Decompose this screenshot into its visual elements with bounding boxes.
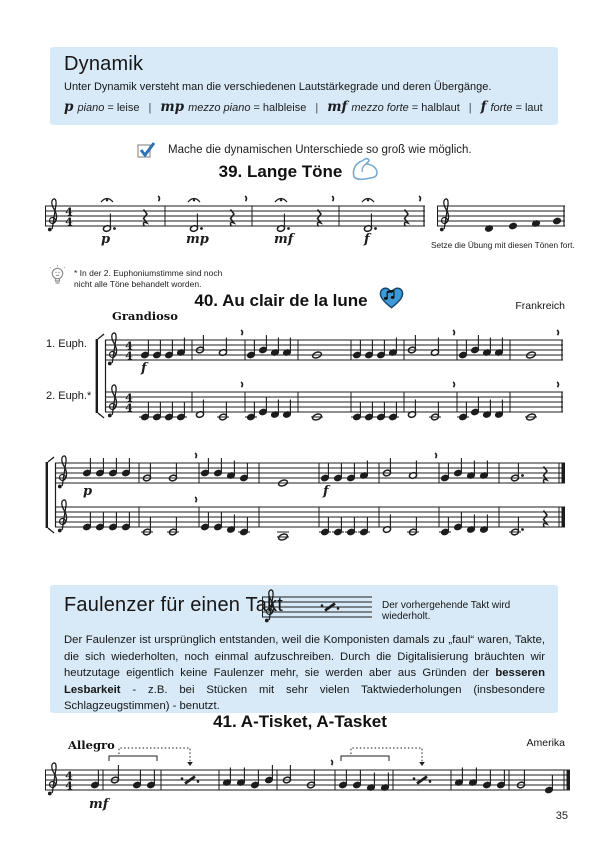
svg-text:p: p xyxy=(101,232,111,247)
dyn-term-mezzo-forte: mezzo forte xyxy=(351,102,409,114)
dyn-term-mezzo-piano: mezzo piano xyxy=(188,102,251,114)
heart-notes-icon xyxy=(377,285,406,316)
paragraph-text: - z.B. bei Stücken mit sehr vielen Taktwiederholungen (insbesondere Schlagzeugstimmen) - benutzt. xyxy=(64,683,545,713)
dyn-term-piano: piano xyxy=(77,102,105,114)
faulenzer-title: Faulenzer für einen Takt xyxy=(64,594,283,616)
svg-text:4: 4 xyxy=(65,779,73,793)
ex41-staff xyxy=(45,744,570,824)
svg-text:4: 4 xyxy=(125,339,133,353)
svg-text:p: p xyxy=(83,484,93,499)
dyn-def-piano: = leise xyxy=(107,102,140,114)
legend-separator: | xyxy=(148,102,152,114)
svg-text:f: f xyxy=(141,361,147,376)
ex39-heading xyxy=(0,157,600,187)
ex39-continuation-staff xyxy=(437,194,565,240)
ex40-title: 40. Au clair de la lune xyxy=(194,290,368,310)
dyn-symbol-f: f xyxy=(480,99,487,115)
svg-text:mf: mf xyxy=(89,797,109,812)
svg-text:f: f xyxy=(323,484,329,499)
faulenzer-note: Der vorhergehende Takt wird wiederholt. xyxy=(382,600,511,622)
footnote-line1: * In der 2. Euphoniumstimme sind noch xyxy=(74,268,223,278)
dyn-term-forte: forte xyxy=(490,102,513,114)
svg-text:4: 4 xyxy=(65,205,73,219)
ex41-title: 41. A-Tisket, A-Tasket xyxy=(213,712,387,731)
ex40-system1-staves xyxy=(95,326,563,438)
ex40-heading xyxy=(0,285,600,316)
svg-text:mp: mp xyxy=(186,232,209,247)
dynamik-box xyxy=(50,47,558,125)
svg-text:f: f xyxy=(364,232,370,247)
ex39-staff xyxy=(45,190,425,254)
legend-separator: | xyxy=(468,102,472,114)
ex39-continuation-caption: Setze die Übung mit diesen Tönen fort. xyxy=(431,240,575,250)
faulenzer-demo-staff xyxy=(262,587,372,627)
staff-label-euph1: 1. Euph. xyxy=(46,338,87,350)
paragraph-bold: besseren Lesbarkeit xyxy=(64,667,545,696)
ex40-system2-staves xyxy=(45,450,565,550)
faulenzer-paragraph xyxy=(64,632,545,715)
muscle-arm-icon xyxy=(351,157,381,187)
paragraph-text: Der Faulenzer ist ursprünglich entstanden, weil die Komponisten damals zu „faul“ waren, Takte, die sich wiederholten, noch einmal aufzuschreiben. Durch die Digitalisierung bräuchten wir heutzutage eigentlich keine Faulenzer mehr, sie werden aber aus Gründen der xyxy=(64,634,545,680)
dyn-symbol-p: p xyxy=(64,99,74,115)
svg-text:4: 4 xyxy=(65,769,73,783)
ex40-origin: Frankreich xyxy=(515,300,565,312)
dyn-def-mezzo-piano: = halbleise xyxy=(253,102,307,114)
ex41-origin: Amerika xyxy=(526,737,565,749)
dynamik-description: Unter Dynamik versteht man die verschiedenen Lautstärkegrade und deren Übergänge. xyxy=(64,81,492,93)
svg-text:4: 4 xyxy=(125,349,133,363)
ex40-tempo: Grandioso xyxy=(112,309,178,323)
footnote-line2: nicht alle Töne behandelt worden. xyxy=(74,278,202,289)
ex39-title: 39. Lange Töne xyxy=(218,162,343,181)
ex41-tempo: Allegro xyxy=(68,738,115,752)
legend-separator: | xyxy=(315,102,319,114)
dyn-symbol-mp: mp xyxy=(160,99,185,115)
svg-text:4: 4 xyxy=(65,215,73,229)
dynamics-legend xyxy=(64,99,543,115)
page-number: 35 xyxy=(555,810,568,822)
dynamik-title: Dynamik xyxy=(64,53,144,75)
tip-text: Mache die dynamischen Unterschiede so groß wie möglich. xyxy=(168,144,472,156)
dyn-symbol-mf: mf xyxy=(327,99,348,115)
staff-label-euph2: 2. Euph.* xyxy=(46,390,92,402)
dyn-def-mezzo-forte: = halblaut xyxy=(411,102,460,114)
faulenzer-box xyxy=(50,585,558,713)
svg-text:4: 4 xyxy=(125,391,133,405)
dyn-def-forte: = laut xyxy=(515,102,543,114)
svg-text:4: 4 xyxy=(125,401,133,415)
svg-text:mf: mf xyxy=(274,232,294,247)
ex41-heading xyxy=(0,712,600,732)
